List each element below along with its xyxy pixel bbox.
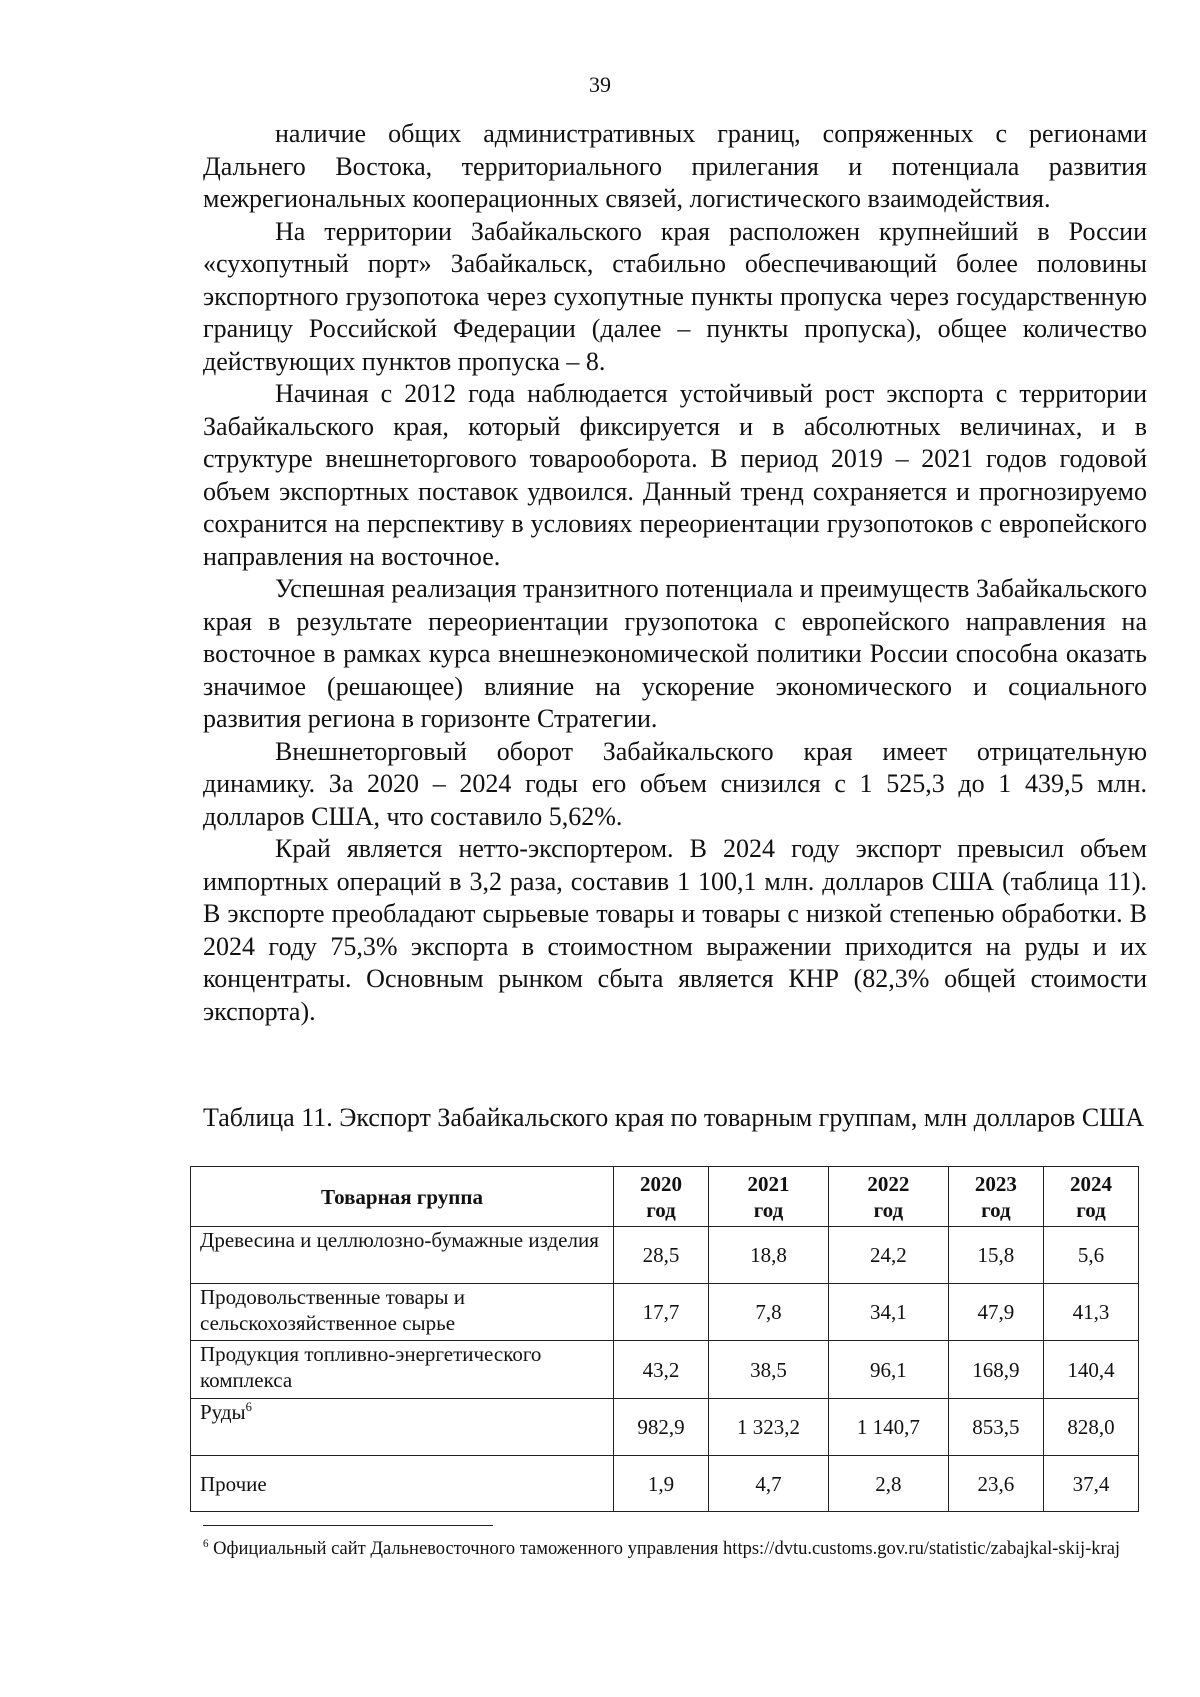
header-year: 2022 год [828, 1167, 948, 1227]
value-cell: 140,4 [1043, 1341, 1138, 1399]
value-cell: 982,9 [614, 1399, 709, 1456]
group-label: Руды [200, 1400, 246, 1424]
table-row [191, 1341, 1139, 1399]
value-cell: 38,5 [709, 1341, 829, 1399]
paragraph: Внешнеторговый оборот Забайкальского края имеет отрицательную динамику. За 2020 – 2024 годы его объем снизился с 1 525,3 до 1 439,5 млн. долларов США, что составило 5,62%. [203, 736, 1147, 831]
value-cell: 7,8 [709, 1284, 829, 1341]
value-cell: 17,7 [614, 1284, 709, 1341]
value-cell: 23,6 [948, 1456, 1043, 1512]
value-cell: 47,9 [948, 1284, 1043, 1341]
table-row [191, 1399, 1139, 1456]
value-cell: 15,8 [948, 1227, 1043, 1284]
value-cell: 18,8 [709, 1227, 829, 1284]
value-cell: 34,1 [828, 1284, 948, 1341]
table-row [191, 1227, 1139, 1284]
paragraph: Начиная с 2012 года наблюдается устойчивый рост экспорта с территории Забайкальского края, который фиксируется и в абсолютных величинах, и в структуре внешнеторгового товарооборота. В период 2019 – 2021 годов годовой объем экспортных поставок удвоился. Данный тренд сохраняется и прогнозируемо сохранится на перспективу в условиях переориентации грузопотоков с европейского направления на восточное. [203, 379, 1147, 571]
paragraph: На территории Забайкальского края расположен крупнейший в России «сухопутный порт» Забайкальск, стабильно обеспечивающий более половины экспортного грузопотока через сухопутные пункты пропуска через государственную границу Российской Федерации (далее – пункты пропуска), общее количество действующих пунктов пропуска – 8. [203, 216, 1147, 376]
export-table [190, 1166, 1139, 1512]
paragraph: наличие общих административных границ, сопряженных с регионами Дальнего Востока, территориального прилегания и потенциала развития межрегиональных кооперационных связей, логистического взаимодействия. [203, 119, 1147, 213]
paragraph: Край является нетто-экспортером. В 2024 году экспорт превысил объем импортных операций в 3,2 раза, составив 1 100,1 млн. долларов США (таблица 11). В экспорте преобладают сырьевые товары и товары с низкой степенью обработки. В 2024 году 75,3% экспорта в стоимостном выражении приходится на руды и их концентраты. Основным рынком сбыта является КНР (82,3% общей стоимости экспорта). [203, 834, 1147, 1026]
value-cell: 28,5 [614, 1227, 709, 1284]
header-year: 2021 год [709, 1167, 829, 1227]
header-group: Товарная группа [191, 1167, 614, 1227]
paragraph: Успешная реализация транзитного потенциала и преимуществ Забайкальского края в результате переориентации грузопотока с европейского направления на восточное в рамках курса внешнеэкономической политики России способна оказать значимое (решающее) влияние на ускорение экономического и социального развития региона в горизонте Стратегии. [203, 574, 1147, 733]
footnote-text: Официальный сайт Дальневосточного таможенного управления https://dvtu.customs.gov.ru/statistic/zabajkal-skij-kraj [213, 1539, 1121, 1559]
footnote-divider [203, 1525, 493, 1526]
group-cell: Прочие [191, 1456, 614, 1512]
value-cell: 4,7 [709, 1456, 829, 1512]
body-text [203, 118, 1147, 1028]
table-row [191, 1284, 1139, 1341]
value-cell: 828,0 [1043, 1399, 1138, 1456]
header-year: 2023 год [948, 1167, 1043, 1227]
header-year: 2020 год [614, 1167, 709, 1227]
value-cell: 41,3 [1043, 1284, 1138, 1341]
value-cell: 43,2 [614, 1341, 709, 1399]
value-cell: 1,9 [614, 1456, 709, 1512]
value-cell: 96,1 [828, 1341, 948, 1399]
header-year: 2024 год [1043, 1167, 1138, 1227]
footnote [203, 1536, 1147, 1562]
page-number: 39 [589, 72, 611, 97]
table-header-row [191, 1167, 1139, 1227]
table-caption: Таблица 11. Экспорт Забайкальского края по товарным группам, млн долларов США [203, 1103, 1145, 1132]
value-cell: 5,6 [1043, 1227, 1138, 1284]
value-cell: 2,8 [828, 1456, 948, 1512]
value-cell: 37,4 [1043, 1456, 1138, 1512]
table-row [191, 1456, 1139, 1512]
group-cell: Древесина и целлюлозно-бумажные изделия [191, 1227, 614, 1284]
value-cell: 168,9 [948, 1341, 1043, 1399]
group-cell [191, 1399, 614, 1456]
footnote-marker: 6 [203, 1537, 209, 1550]
value-cell: 1 323,2 [709, 1399, 829, 1456]
value-cell: 853,5 [948, 1399, 1043, 1456]
value-cell: 1 140,7 [828, 1399, 948, 1456]
footnote-ref: 6 [245, 1400, 252, 1414]
value-cell: 24,2 [828, 1227, 948, 1284]
group-cell: Продовольственные товары и сельскохозяйственное сырье [191, 1284, 614, 1341]
group-cell: Продукция топливно-энергетического комплекса [191, 1341, 614, 1399]
